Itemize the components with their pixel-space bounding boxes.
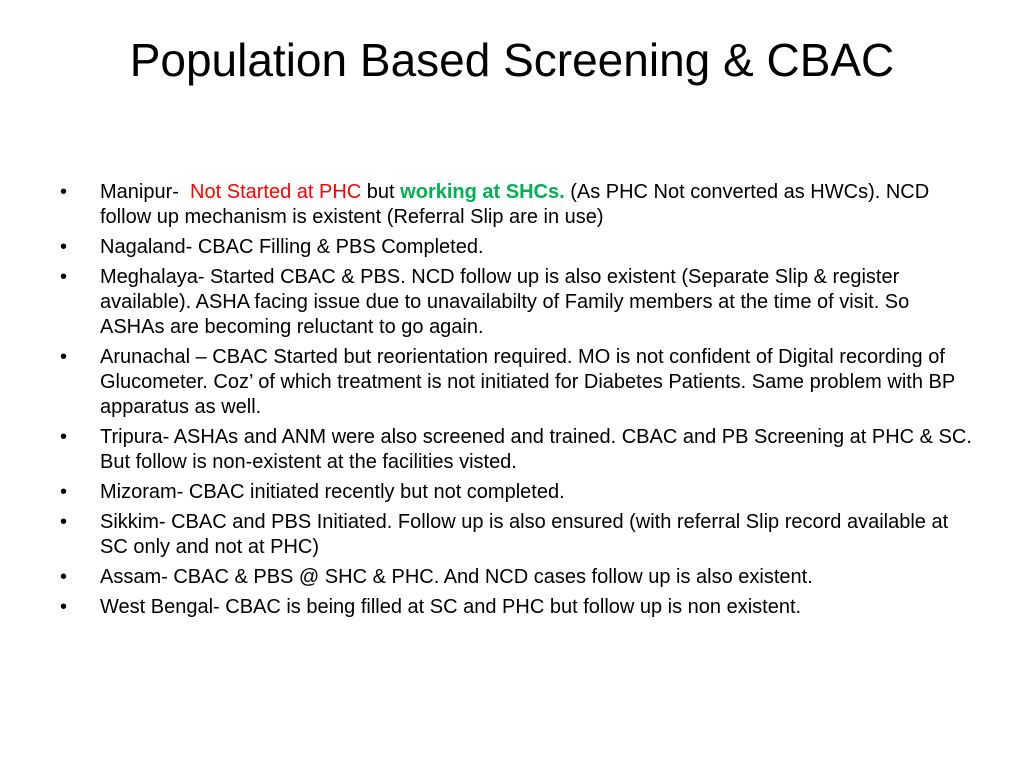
bullet-text: Tripura- ASHAs and ANM were also screened and trained. CBAC and PB Screening at PHC & SC. But follow is non-existent at the facilities visted. — [100, 426, 972, 473]
bullet-list — [60, 180, 975, 625]
bullet-text: Mizoram- CBAC initiated recently but not completed. — [100, 481, 565, 503]
bullet-icon: • — [60, 346, 68, 368]
bullet-text: West Bengal- CBAC is being filled at SC and PHC but follow up is non existent. — [100, 596, 802, 618]
bullet-icon: • — [60, 566, 68, 588]
bullet-icon: • — [60, 181, 68, 203]
bullet-icon: • — [60, 236, 68, 258]
bullet-item-nagaland — [60, 235, 975, 260]
bullet-item-mizoram — [60, 480, 975, 505]
bullet-item-manipur — [60, 180, 975, 230]
bullet-icon: • — [60, 426, 68, 448]
bullet-icon: • — [60, 596, 68, 618]
bullet-item-assam — [60, 565, 975, 590]
bullet-item-tripura — [60, 425, 975, 475]
bullet-text: Sikkim- CBAC and PBS Initiated. Follow up is also ensured (with referral Slip record available at SC only and not at PHC) — [100, 511, 949, 558]
bullet-mid-text: but — [366, 181, 395, 203]
bullet-icon: • — [60, 481, 68, 503]
bullet-state: Manipur- — [100, 181, 179, 203]
bullet-text: Arunachal – CBAC Started but reorientation required. MO is not confident of Digital recording of Glucometer. Coz’ of which treatment is not initiated for Diabetes Patients. Same problem with BP apparatus as well. — [100, 346, 955, 418]
slide-title: Population Based Screening & CBAC — [129, 34, 895, 86]
highlight-working: working at SHCs. — [400, 181, 565, 203]
bullet-text: Nagaland- CBAC Filling & PBS Completed. — [100, 236, 484, 258]
bullet-item-sikkim — [60, 510, 975, 560]
bullet-icon: • — [60, 266, 68, 288]
bullet-rest-text: (As PHC Not converted as HWCs). NCD follow up mechanism is existent (Referral Slip are in use) — [100, 181, 930, 228]
bullet-icon: • — [60, 511, 68, 533]
bullet-text: Assam- CBAC & PBS @ SHC & PHC. And NCD cases follow up is also existent. — [100, 566, 813, 588]
bullet-item-arunachal — [60, 345, 975, 420]
bullet-item-west-bengal — [60, 595, 975, 620]
bullet-item-meghalaya — [60, 265, 975, 340]
bullet-text: Meghalaya- Started CBAC & PBS. NCD follow up is also existent (Separate Slip & register available). ASHA facing issue due to unavailabilty of Family members at the time of visit. So ASHAs are becoming reluctant to go again. — [100, 266, 910, 338]
highlight-not-started: Not Started at PHC — [190, 181, 362, 203]
